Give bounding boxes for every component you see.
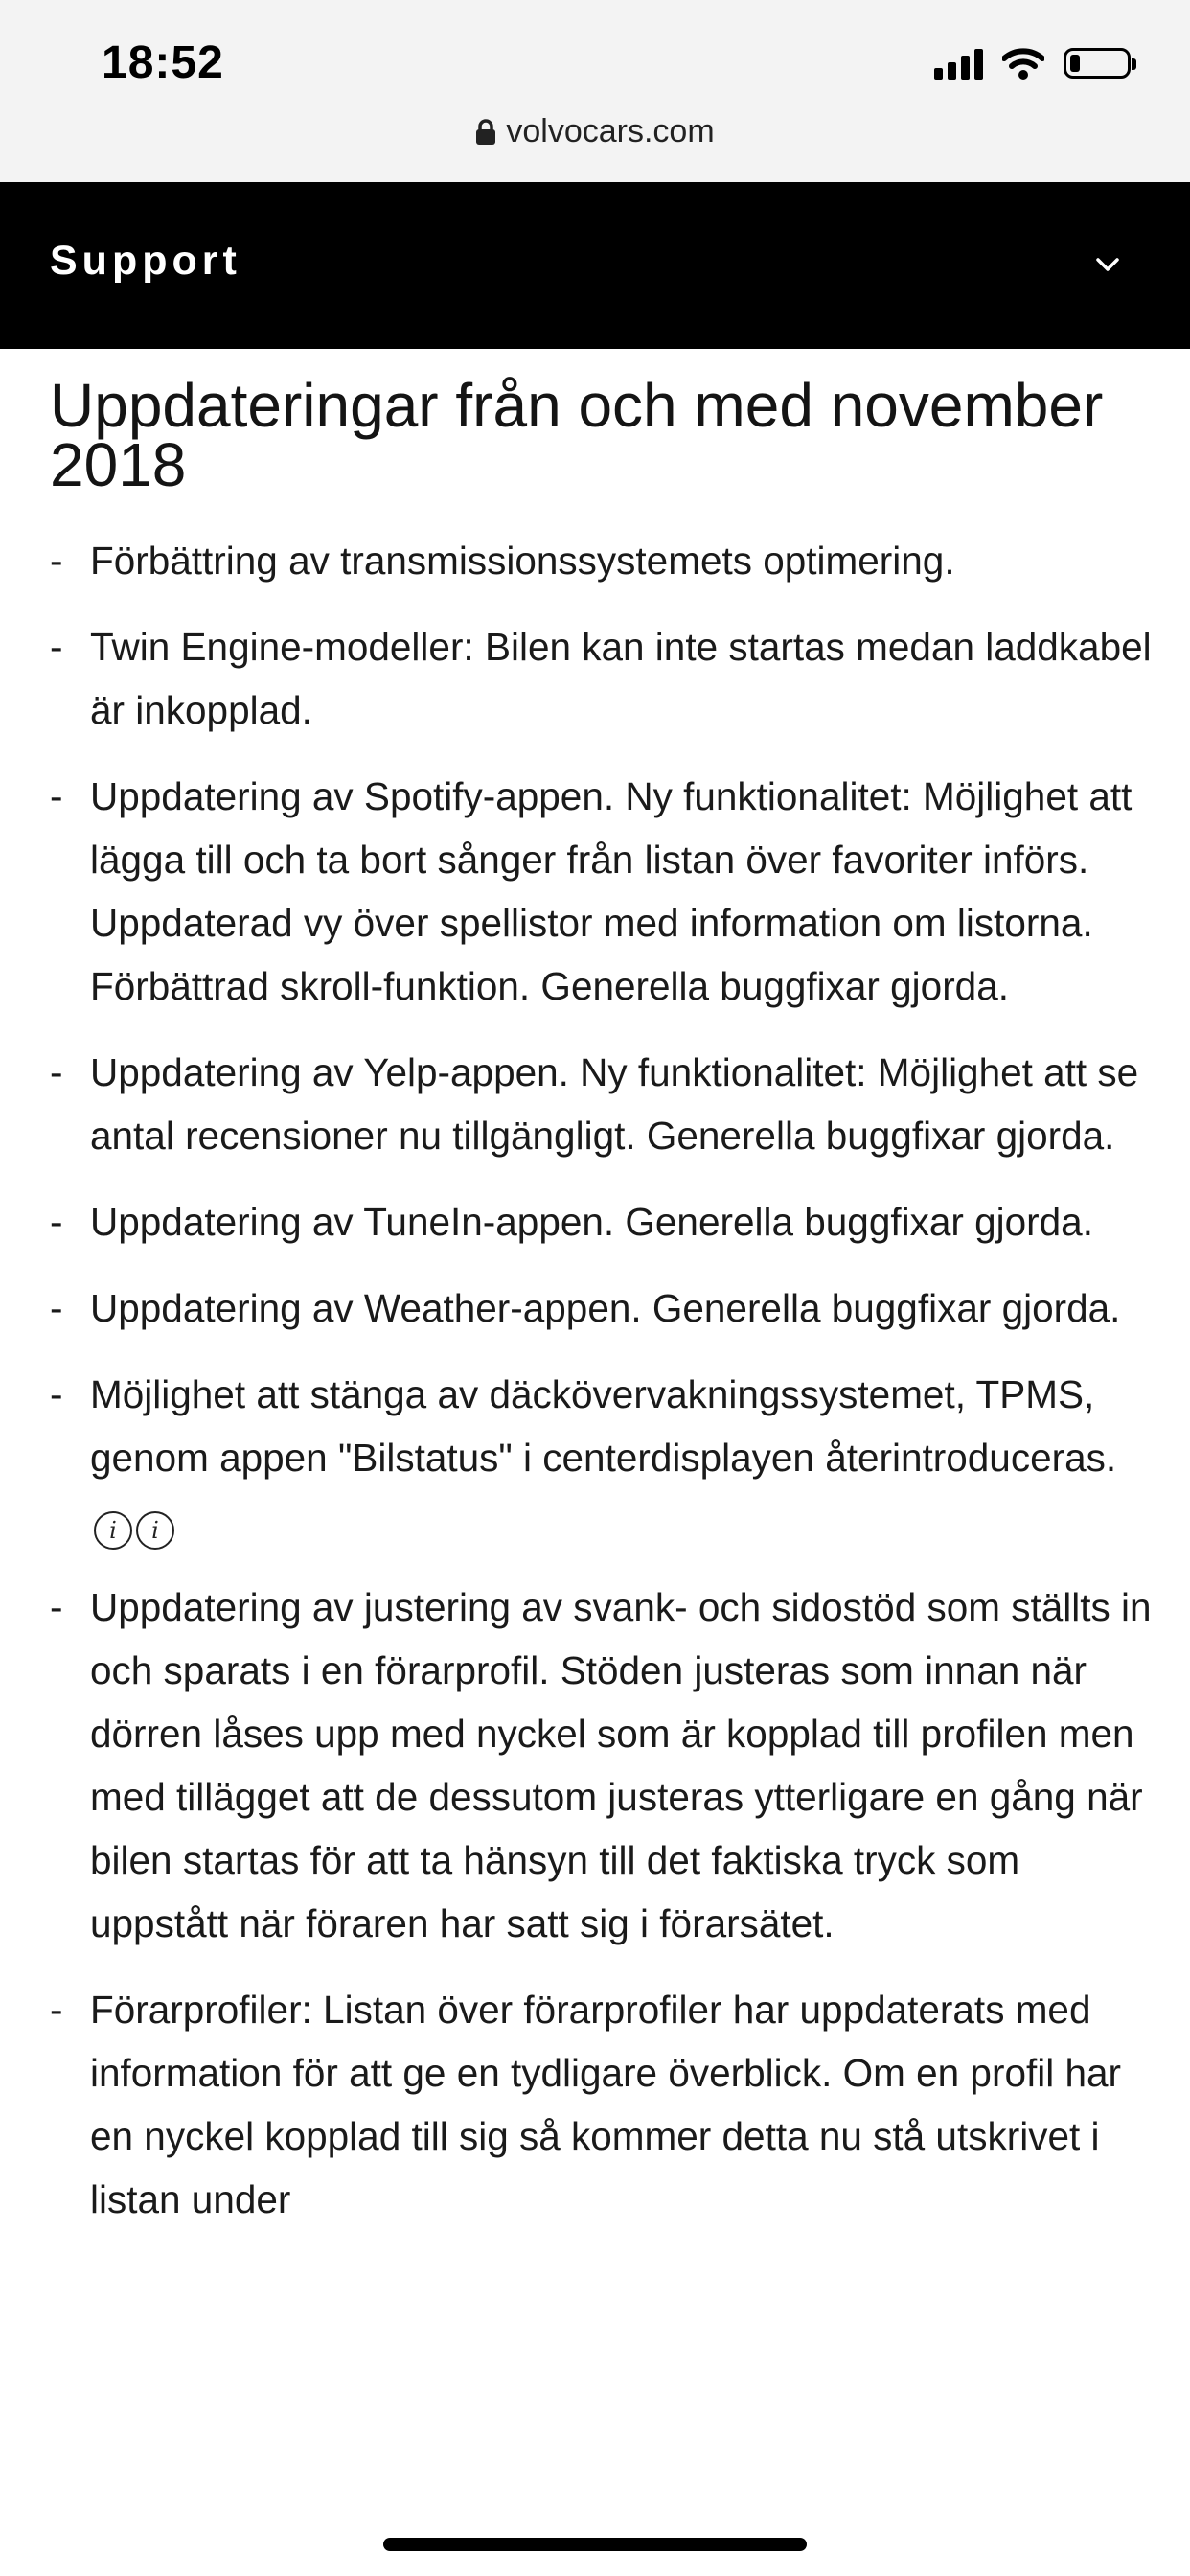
list-item-text: Uppdatering av justering av svank- och sidostöd som ställts in och sparats i en förarprofil. Stöden justeras som innan när dörren låses upp med nyckel som är kopplad till profilen men med tillägget att de dessutom justeras ytterligare en gång när bilen startas för att ta hänsyn till det faktiska tryck som uppstått när föraren har satt sig i förarsätet. bbox=[90, 1585, 1152, 1945]
url-text: volvocars.com bbox=[506, 113, 715, 150]
home-indicator[interactable] bbox=[383, 2538, 807, 2551]
list-item-text: Möjlighet att stänga av däckövervakningssystemet, TPMS, genom appen "Bilstatus" i centerdisplayen återintroduceras. bbox=[90, 1372, 1117, 1480]
update-notes-list bbox=[50, 529, 1152, 2254]
info-icon[interactable]: i bbox=[136, 1511, 174, 1550]
page-heading: Uppdateringar från och med november 2018 bbox=[50, 371, 1104, 499]
list-item-text: Uppdatering av TuneIn-appen. Generella buggfixar gjorda. bbox=[90, 1200, 1093, 1244]
list-dash: - bbox=[50, 1200, 63, 1244]
list-item bbox=[50, 1041, 1152, 1167]
info-icon[interactable]: i bbox=[94, 1511, 132, 1550]
list-item bbox=[50, 529, 1152, 592]
list-item-text: Uppdatering av Yelp-appen. Ny funktionalitet: Möjlighet att se antal recensioner nu tillgängligt. Generella buggfixar gjorda. bbox=[90, 1050, 1139, 1158]
list-item bbox=[50, 1978, 1152, 2231]
list-item bbox=[50, 765, 1152, 1018]
list-item bbox=[50, 1276, 1152, 1340]
list-item-text: Förbättring av transmissionssystemets optimering. bbox=[90, 539, 955, 583]
list-item bbox=[50, 1190, 1152, 1254]
status-icons bbox=[934, 44, 1131, 82]
support-title: Support bbox=[50, 238, 241, 284]
list-item-text: Förarprofiler: Listan över förarprofiler har uppdaterats med information för att ge en tydligare överblick. Om en profil har en nyckel kopplad till sig så kommer detta nu stå utskrivet i listan under bbox=[90, 1988, 1121, 2221]
list-dash: - bbox=[50, 774, 63, 818]
list-item-text: Uppdatering av Spotify-appen. Ny funktionalitet: Möjlighet att lägga till och ta bort sånger från listan över favoriter införs. Uppdaterad vy över spellistor med information om listorna. Förbättrad skroll-funktion. Generella buggfixar gjorda. bbox=[90, 774, 1133, 1008]
signal-icon bbox=[934, 47, 983, 80]
list-item-text: Uppdatering av Weather-appen. Generella buggfixar gjorda. bbox=[90, 1286, 1121, 1330]
list-item bbox=[50, 1576, 1152, 1955]
battery-icon bbox=[1064, 48, 1131, 79]
list-item bbox=[50, 1363, 1152, 1552]
browser-chrome bbox=[0, 0, 1190, 182]
list-dash: - bbox=[50, 1585, 63, 1629]
chevron-down-icon[interactable] bbox=[1088, 245, 1127, 284]
list-item-text: Twin Engine-modeller: Bilen kan inte startas medan laddkabel är inkopplad. bbox=[90, 625, 1152, 732]
list-dash: - bbox=[50, 1286, 63, 1330]
status-time: 18:52 bbox=[102, 37, 224, 88]
list-dash: - bbox=[50, 1050, 63, 1094]
list-dash: - bbox=[50, 539, 63, 583]
support-menu-bar[interactable] bbox=[0, 182, 1190, 349]
list-item bbox=[50, 615, 1152, 742]
url-bar[interactable] bbox=[0, 113, 1190, 150]
lock-icon bbox=[475, 119, 496, 146]
list-dash: - bbox=[50, 1372, 63, 1416]
list-dash: - bbox=[50, 1988, 63, 2032]
list-dash: - bbox=[50, 625, 63, 669]
wifi-icon bbox=[1002, 47, 1044, 80]
